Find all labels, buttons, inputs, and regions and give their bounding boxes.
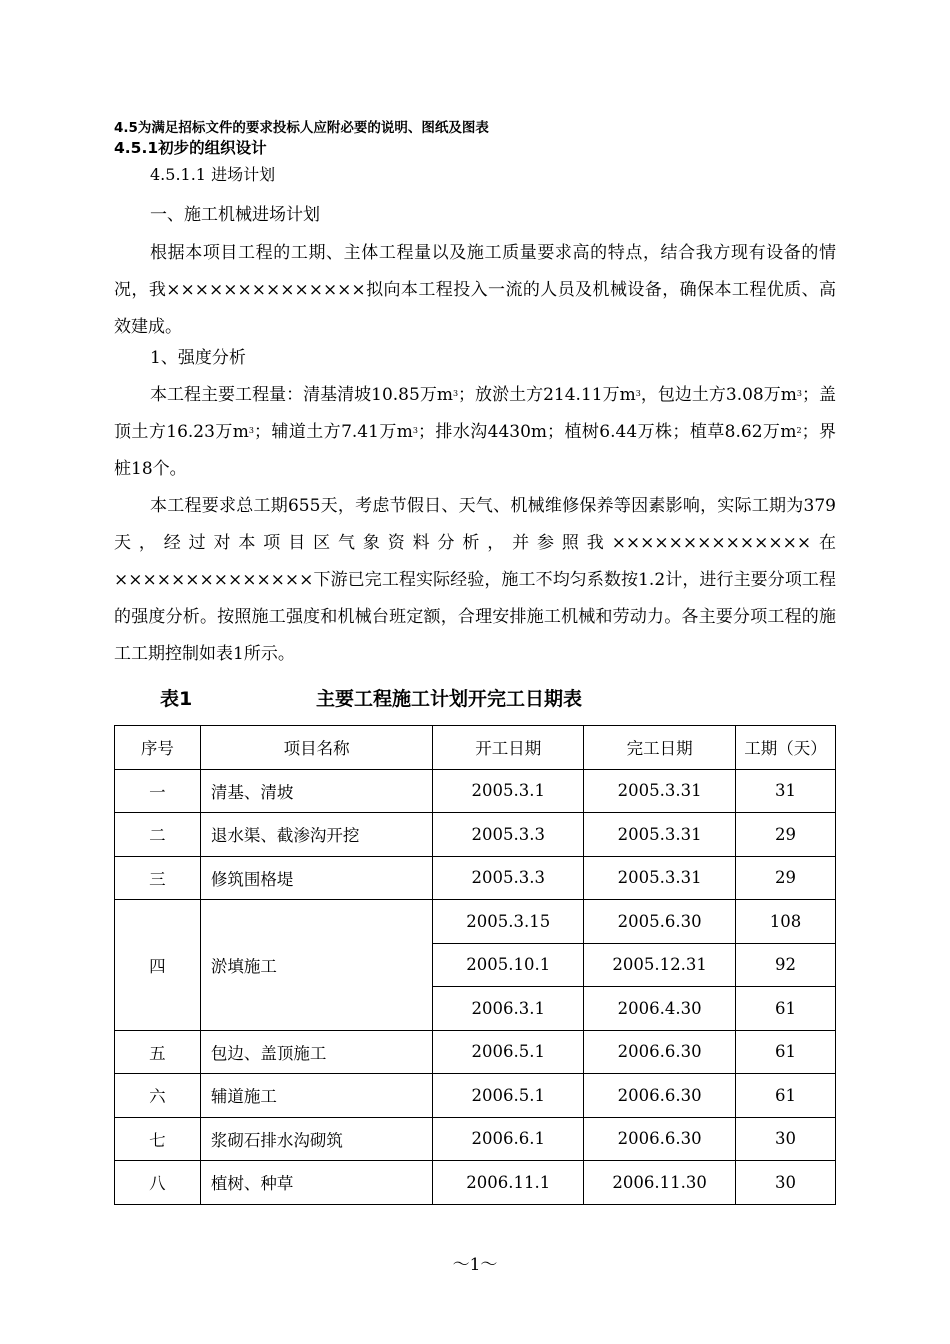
header-name: 项目名称	[200, 726, 433, 770]
cell-end: 2006.6.30	[584, 1117, 736, 1161]
paragraph-quantities: 本工程主要工程量：清基清坡10.85万$m^3$；放淤土方214.11万$m^3$，包边土方3.08万$m^3$；盖顶土方16.23万$m^3$；辅道土方7.41万$m^3$；排水沟4430m；植树6.44万株；植草8.62万$m^2$；界桩18个。	[114, 385, 836, 479]
cell-days: 108	[736, 900, 836, 944]
cell-days: 61	[736, 1074, 836, 1118]
table-row	[115, 769, 836, 813]
cell-start: 2005.10.1	[433, 943, 584, 987]
header-start: 开工日期	[433, 726, 584, 770]
cell-name: 辅道施工	[200, 1074, 433, 1118]
header-no: 序号	[115, 726, 201, 770]
cell-no: 二	[115, 813, 201, 857]
cell-end: 2006.11.30	[584, 1161, 736, 1205]
header-days: 工期（天）	[736, 726, 836, 770]
cell-name: 植树、种草	[200, 1161, 433, 1205]
subheading-machinery-plan: 一、施工机械进场计划	[150, 205, 320, 225]
cell-days: 31	[736, 769, 836, 813]
cell-name: 浆砌石排水沟砌筑	[200, 1117, 433, 1161]
table-caption-number: 表1	[160, 688, 193, 710]
cell-no: 四	[115, 900, 201, 1031]
cell-end: 2006.6.30	[584, 1074, 736, 1118]
header-end: 完工日期	[584, 726, 736, 770]
cell-name: 退水渠、截渗沟开挖	[200, 813, 433, 857]
cell-end: 2005.3.31	[584, 856, 736, 900]
cell-start: 2006.3.1	[433, 987, 584, 1031]
section-heading-4-5-1: 4.5.1初步的组织设计	[114, 139, 267, 157]
cell-start: 2005.3.1	[433, 769, 584, 813]
paragraph-intro: 根据本项目工程的工期、主体工程量以及施工质量要求高的特点，结合我方现有设备的情况，我××××××××××××××拟向本工程投入一流的人员及机械设备，确保本工程优质、高效建成。	[114, 243, 836, 337]
paragraph-schedule: 本工程要求总工期655天，考虑节假日、天气、机械维修保养等因素影响，实际工期为379天，经过对本项目区气象资料分析，并参照我××××××××××××××在××××××××××××××下游已完工程实际经验，施工不均匀系数按1.2计，进行主要分项工程的强度分析。按照施工强度和机械台班定额，合理安排施工机械和劳动力。各主要分项工程的施工工期控制如表1所示。	[114, 496, 836, 664]
cell-start: 2006.5.1	[433, 1030, 584, 1074]
paragraph-strength-title: 1、强度分析	[150, 348, 246, 368]
table-row	[115, 1117, 836, 1161]
cell-start: 2005.3.3	[433, 856, 584, 900]
cell-start: 2006.11.1	[433, 1161, 584, 1205]
cell-days: 92	[736, 943, 836, 987]
cell-no: 七	[115, 1117, 201, 1161]
cell-no: 八	[115, 1161, 201, 1205]
table-row	[115, 1161, 836, 1205]
cell-start: 2006.6.1	[433, 1117, 584, 1161]
cell-end: 2005.3.31	[584, 769, 736, 813]
cell-no: 五	[115, 1030, 201, 1074]
cell-start: 2005.3.15	[433, 900, 584, 944]
table-row	[115, 856, 836, 900]
table-header-row	[115, 726, 836, 770]
table-row	[115, 900, 836, 944]
cell-end: 2006.6.30	[584, 1030, 736, 1074]
cell-days: 29	[736, 856, 836, 900]
section-heading-4-5-1-1: 4.5.1.1 进场计划	[150, 165, 276, 184]
cell-no: 一	[115, 769, 201, 813]
cell-days: 30	[736, 1161, 836, 1205]
cell-days: 29	[736, 813, 836, 857]
schedule-table	[114, 725, 836, 1205]
cell-days: 61	[736, 987, 836, 1031]
cell-name: 清基、清坡	[200, 769, 433, 813]
cell-end: 2005.3.31	[584, 813, 736, 857]
cell-name: 包边、盖顶施工	[200, 1030, 433, 1074]
cell-end: 2005.6.30	[584, 900, 736, 944]
cell-end: 2005.12.31	[584, 943, 736, 987]
cell-start: 2006.5.1	[433, 1074, 584, 1118]
cell-name: 淤填施工	[200, 900, 433, 1031]
cell-days: 61	[736, 1030, 836, 1074]
cell-no: 六	[115, 1074, 201, 1118]
table-row	[115, 1074, 836, 1118]
cell-end: 2006.4.30	[584, 987, 736, 1031]
page-number: ～1～	[452, 1255, 498, 1275]
cell-name: 修筑围格堤	[200, 856, 433, 900]
cell-days: 30	[736, 1117, 836, 1161]
cell-no: 三	[115, 856, 201, 900]
table-caption-title: 主要工程施工计划开完工日期表	[316, 688, 583, 710]
table-row	[115, 813, 836, 857]
section-heading-4-5: 4.5为满足招标文件的要求投标人应附必要的说明、图纸及图表	[114, 120, 489, 136]
cell-start: 2005.3.3	[433, 813, 584, 857]
table-row	[115, 1030, 836, 1074]
